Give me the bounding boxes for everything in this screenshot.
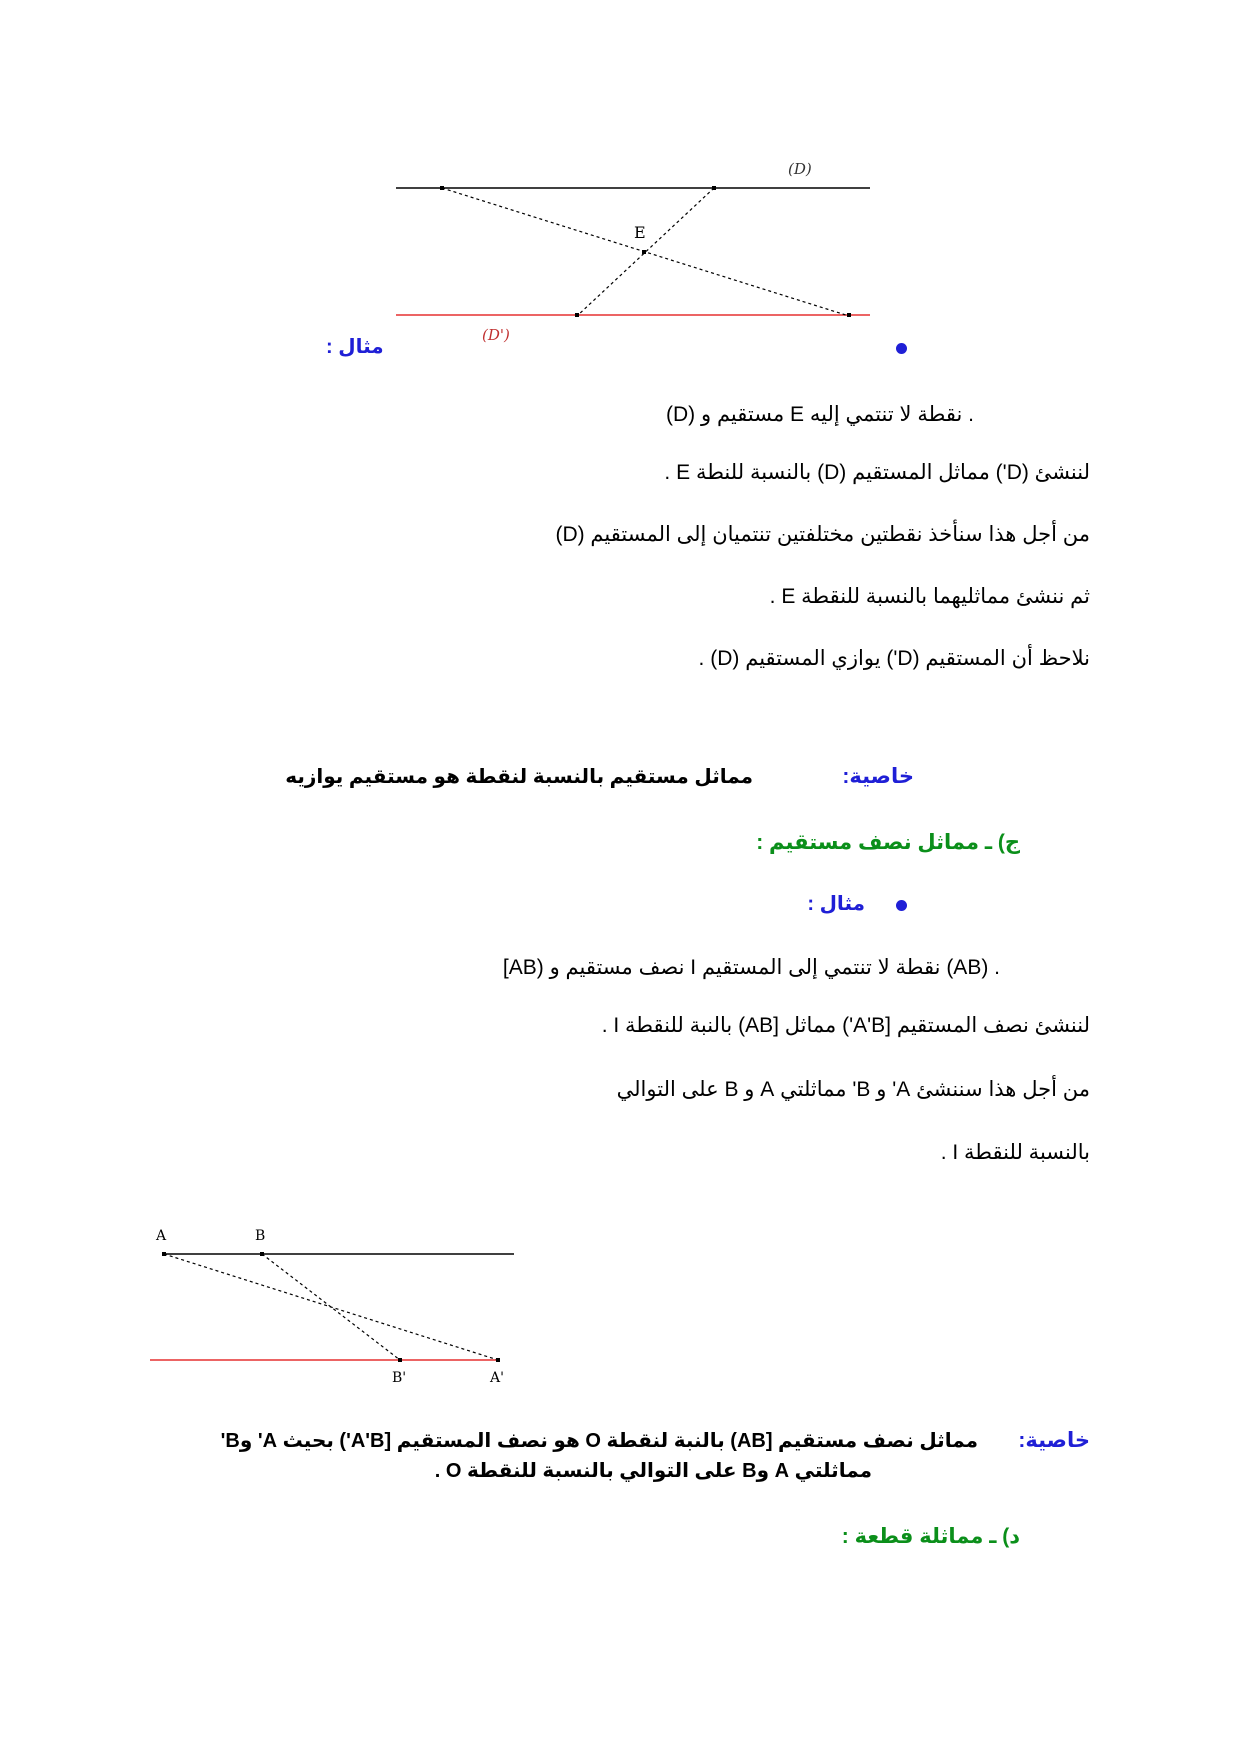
property-text: مماثل مستقيم بالنسبة لنقطة هو مستقيم يوازيه	[285, 766, 753, 788]
example-label: مثال :	[326, 336, 384, 358]
property-label: خاصية:	[842, 765, 914, 788]
section-title: ج) ـ مماثل نصف مستقيم :	[756, 831, 1020, 854]
figure-line-symmetry	[390, 150, 880, 350]
text-line: من أجل هذا سنأخذ نقطتين مختلفتين تنتميان إلى المستقيم (D)	[555, 523, 1090, 546]
label-a-prime: A'	[490, 1370, 504, 1386]
bullet-dot	[896, 900, 907, 911]
label-d: (D)	[788, 160, 812, 178]
property-text-line2: مماثلتي A وB على التوالي بالنسبة للنقطة O .	[434, 1460, 872, 1482]
point-a-mark	[162, 1252, 166, 1256]
text-line: بالنسبة للنقطة I .	[940, 1141, 1090, 1164]
text-line: لننشئ (D') مماثل المستقيم (D) بالنسبة للنطة E .	[664, 461, 1090, 484]
point-mark	[440, 186, 444, 190]
point-mark	[575, 313, 579, 317]
segment-dashed-a	[164, 1254, 498, 1360]
point-b-mark	[260, 1252, 264, 1256]
text-line: نلاحظ أن المستقيم (D') يوازي المستقيم (D) .	[698, 647, 1090, 670]
example-label: مثال :	[807, 893, 865, 915]
point-mark	[712, 186, 716, 190]
figure-half-line-symmetry	[148, 1218, 518, 1388]
point-mark	[847, 313, 851, 317]
label-d-prime: (D')	[482, 326, 510, 344]
label-b: B	[255, 1228, 266, 1244]
label-b-prime: B'	[392, 1370, 407, 1386]
section-title: د) ـ مماثلة قطعة :	[841, 1525, 1020, 1548]
bullet-dot	[896, 343, 907, 354]
text-line: ثم ننشئ مماثليهما بالنسبة للنقطة E .	[769, 585, 1090, 608]
text-line: [AB) نصف مستقيم و I نقطة لا تنتمي إلى المستقيم (AB) .	[502, 956, 1000, 979]
property-text-line1: مماثل نصف مستقيم [AB) بالنبة لنقطة O هو نصف المستقيم [A'B') بحيث A' وB'	[220, 1430, 978, 1452]
label-e: E	[634, 223, 646, 242]
text-line: (D) مستقيم و E نقطة لا تنتمي إليه .	[665, 403, 974, 426]
point-b-prime-mark	[398, 1358, 402, 1362]
point-e-mark	[642, 250, 646, 254]
property-label: خاصية:	[1018, 1429, 1090, 1452]
text-line: من أجل هذا سننشئ A' و B' مماثلتي A و B على التوالي	[616, 1078, 1090, 1101]
text-line: لننشئ نصف المستقيم [A'B') مماثل [AB) بالنبة للنقطة I .	[601, 1014, 1090, 1037]
point-a-prime-mark	[496, 1358, 500, 1362]
label-a: A	[156, 1228, 167, 1244]
